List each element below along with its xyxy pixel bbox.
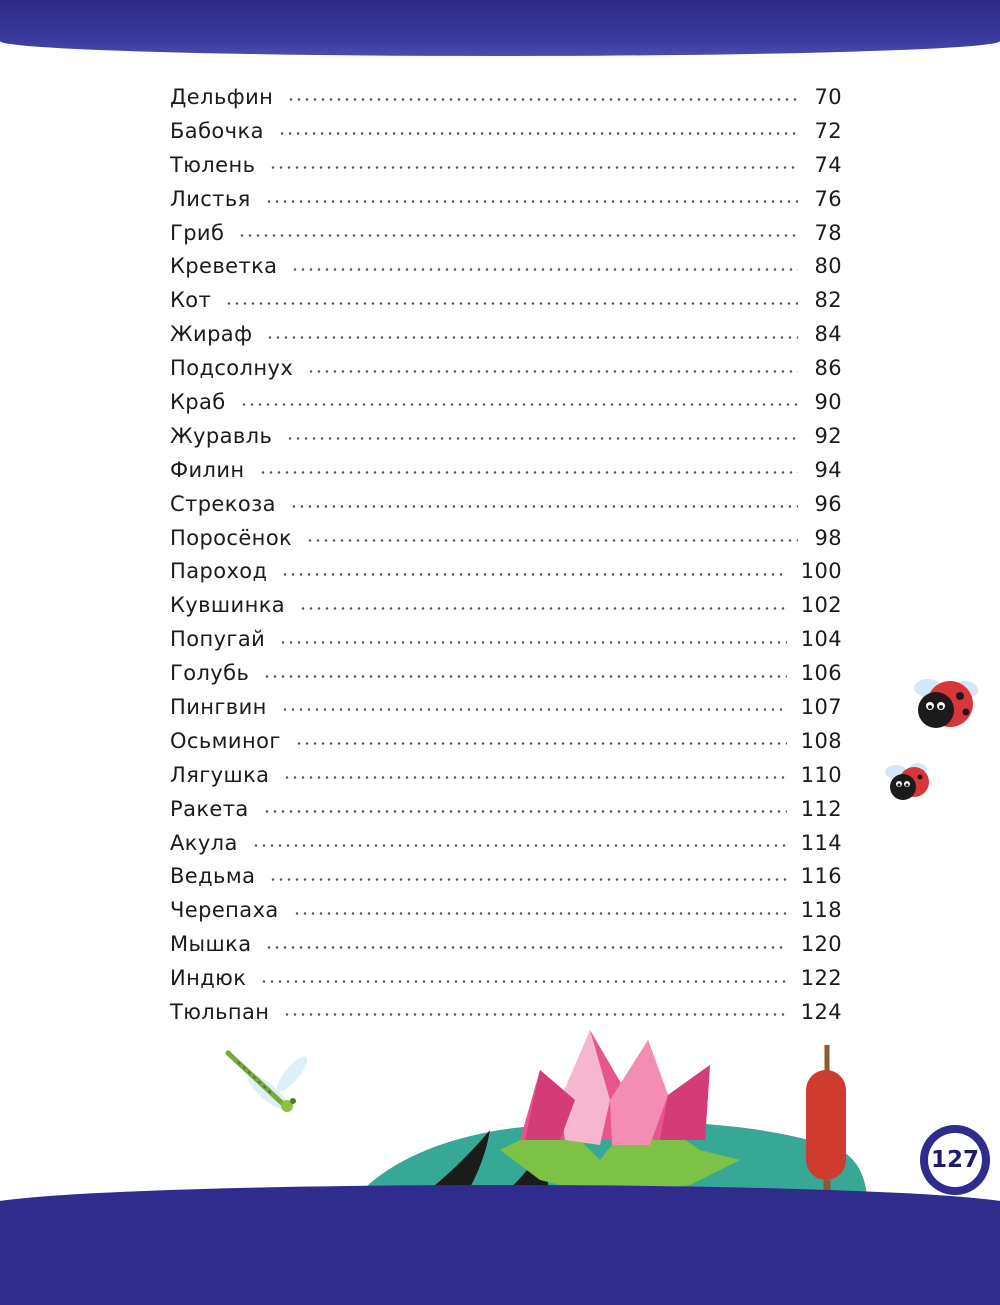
toc-entry-title: Голубь <box>170 661 250 686</box>
toc-entry-title: Ведьма <box>170 864 256 889</box>
toc-entry-title: Тюлень <box>170 152 256 177</box>
toc-entry-page: 120 <box>800 932 842 957</box>
table-of-contents <box>170 80 842 1029</box>
toc-entry-title: Гриб <box>170 220 225 245</box>
toc-entry-page: 80 <box>814 254 842 279</box>
dot-leader <box>279 641 787 644</box>
toc-entry-title: Краб <box>170 389 226 414</box>
dot-leader <box>290 505 798 508</box>
dot-leader <box>238 234 798 237</box>
toc-entry[interactable] <box>170 724 842 758</box>
dot-leader <box>291 268 798 271</box>
toc-entry[interactable] <box>170 893 842 927</box>
toc-entry-title: Черепаха <box>170 898 279 923</box>
page-number-badge <box>920 1125 990 1195</box>
toc-entry-page: 100 <box>800 559 842 584</box>
toc-entry[interactable] <box>170 656 842 690</box>
toc-entry[interactable] <box>170 927 842 961</box>
toc-entry[interactable] <box>170 148 842 182</box>
dot-leader <box>265 200 798 203</box>
ladybug-icon <box>914 679 978 728</box>
dot-leader <box>287 98 798 101</box>
toc-entry[interactable] <box>170 588 842 622</box>
toc-entry-title: Пингвин <box>170 694 267 719</box>
toc-entry-page: 112 <box>800 796 842 821</box>
dot-leader <box>295 742 787 745</box>
toc-entry-page: 78 <box>814 220 842 245</box>
toc-entry[interactable] <box>170 487 842 521</box>
dot-leader <box>263 810 787 813</box>
toc-entry-title: Жираф <box>170 322 253 347</box>
toc-entry[interactable] <box>170 216 842 250</box>
toc-entry-page: 122 <box>800 966 842 991</box>
dot-leader <box>306 539 798 542</box>
toc-entry-title: Индюк <box>170 966 247 991</box>
toc-entry-title: Креветка <box>170 254 278 279</box>
toc-entry-page: 96 <box>814 491 842 516</box>
dot-leader <box>240 403 798 406</box>
toc-entry[interactable] <box>170 249 842 283</box>
toc-entry[interactable] <box>170 758 842 792</box>
dot-leader <box>281 708 787 711</box>
dot-leader <box>286 437 798 440</box>
toc-entry[interactable] <box>170 622 842 656</box>
toc-entry[interactable] <box>170 690 842 724</box>
toc-entry-title: Ракета <box>170 796 249 821</box>
toc-entry-page: 82 <box>814 288 842 313</box>
toc-entry-page: 98 <box>814 525 842 550</box>
toc-entry[interactable] <box>170 80 842 114</box>
dot-leader <box>263 675 786 678</box>
dot-leader <box>266 336 798 339</box>
toc-entry[interactable] <box>170 521 842 555</box>
toc-entry-title: Акула <box>170 830 238 855</box>
dot-leader <box>283 1013 786 1016</box>
toc-entry-title: Лягушка <box>170 762 270 787</box>
toc-entry-page: 116 <box>800 864 842 889</box>
toc-entry-page: 84 <box>814 322 842 347</box>
toc-entry-title: Кувшинка <box>170 593 286 618</box>
dot-leader <box>278 132 798 135</box>
toc-entry-page: 86 <box>814 356 842 381</box>
dot-leader <box>299 607 787 610</box>
toc-entry-page: 70 <box>814 84 842 109</box>
toc-entry-page: 92 <box>814 423 842 448</box>
toc-entry-title: Пароход <box>170 559 268 584</box>
toc-entry-title: Бабочка <box>170 118 264 143</box>
toc-entry[interactable] <box>170 351 842 385</box>
toc-entry-title: Стрекоза <box>170 491 276 516</box>
toc-entry-title: Дельфин <box>170 84 274 109</box>
toc-entry-page: 104 <box>800 627 842 652</box>
toc-entry[interactable] <box>170 792 842 826</box>
toc-entry[interactable] <box>170 961 842 995</box>
toc-entry[interactable] <box>170 419 842 453</box>
toc-entry-page: 118 <box>800 898 842 923</box>
toc-entry-title: Филин <box>170 457 245 482</box>
toc-entry-title: Поросёнок <box>170 525 293 550</box>
dot-leader <box>269 166 798 169</box>
toc-entry-title: Попугай <box>170 627 266 652</box>
toc-entry-page: 107 <box>800 694 842 719</box>
toc-entry[interactable] <box>170 859 842 893</box>
toc-entry[interactable] <box>170 995 842 1029</box>
toc-entry[interactable] <box>170 554 842 588</box>
toc-entry-page: 102 <box>800 593 842 618</box>
toc-entry-title: Мышка <box>170 932 252 957</box>
dot-leader <box>269 878 786 881</box>
toc-entry-title: Кот <box>170 288 212 313</box>
dot-leader <box>252 844 787 847</box>
ladybug-icon <box>885 763 929 800</box>
page-number: 127 <box>928 1133 982 1187</box>
toc-entry-page: 124 <box>800 999 842 1024</box>
dot-leader <box>259 471 798 474</box>
dot-leader <box>307 370 798 373</box>
toc-entry-title: Тюльпан <box>170 999 270 1024</box>
toc-entry-page: 106 <box>800 661 842 686</box>
toc-entry-page: 74 <box>814 152 842 177</box>
toc-entry-title: Подсолнух <box>170 356 294 381</box>
toc-entry[interactable] <box>170 826 842 860</box>
toc-entry[interactable] <box>170 114 842 148</box>
toc-entry[interactable] <box>170 317 842 351</box>
toc-entry-page: 90 <box>814 389 842 414</box>
toc-entry-page: 108 <box>800 728 842 753</box>
toc-entry-title: Журавль <box>170 423 273 448</box>
toc-entry[interactable] <box>170 453 842 487</box>
toc-entry[interactable] <box>170 283 842 317</box>
top-decorative-band <box>0 0 1000 56</box>
dot-leader <box>260 980 786 983</box>
dot-leader <box>225 302 798 305</box>
toc-entry-page: 94 <box>814 457 842 482</box>
toc-entry-title: Осьминог <box>170 728 281 753</box>
lotus-flower-icon <box>500 1030 740 1195</box>
dot-leader <box>265 946 786 949</box>
dot-leader <box>283 776 786 779</box>
toc-entry-title: Листья <box>170 186 251 211</box>
bottom-decorative-band <box>0 1185 1000 1305</box>
toc-entry-page: 110 <box>800 762 842 787</box>
dot-leader <box>281 573 786 576</box>
toc-entry-page: 76 <box>814 186 842 211</box>
toc-entry-page: 114 <box>800 830 842 855</box>
toc-entry-page: 72 <box>814 118 842 143</box>
toc-entry[interactable] <box>170 182 842 216</box>
dragonfly-icon <box>228 1053 312 1115</box>
toc-entry[interactable] <box>170 385 842 419</box>
dot-leader <box>293 912 787 915</box>
